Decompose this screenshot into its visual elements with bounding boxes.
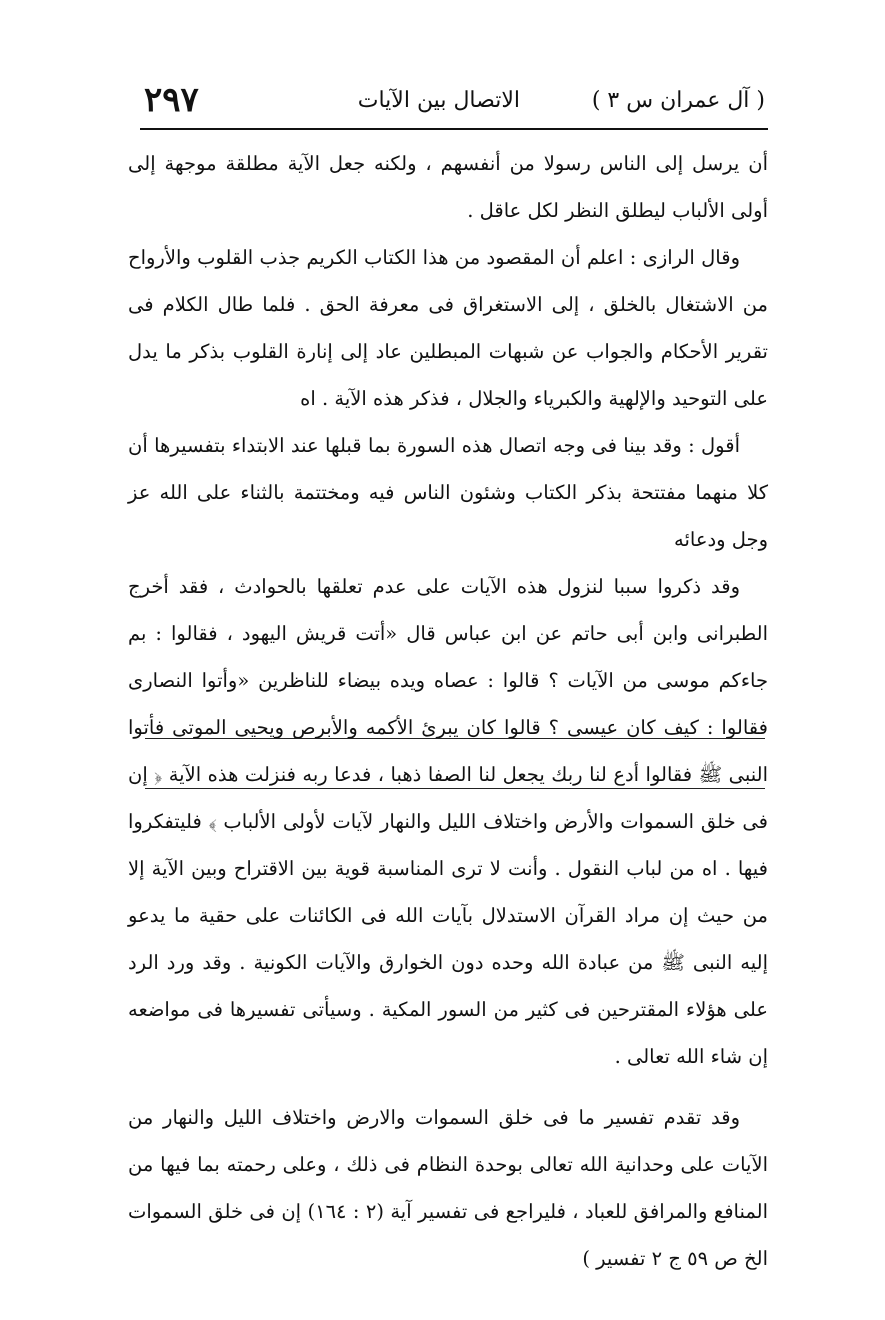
underline-rule (145, 738, 765, 739)
underline-rule (145, 788, 765, 789)
running-header (140, 82, 765, 126)
paragraph-razi: وقال الرازى : اعلم أن المقصود من هذا الكتاب الكريم جذب القلوب والأرواح من الاشتغال بالخلق ، إلى الاستغراق فى معرفة الحق . فلما طال الكلام فى تقرير الأحكام والجواب عن شبهات المبطلين عاد إلى إنارة القلوب بذكر ما يدل على التوحيد والإلهية والكبرياء والجلال ، فذكر هذه الآية . اه (128, 246, 768, 410)
paragraph-aqul: أقول : وقد بينا فى وجه اتصال هذه السورة بما قبلها عند الابتداء بتفسيرها أن كلا منهما مفتتحة بذكر الكتاب وشئون الناس فيه ومختتمة بالثناء على الله عز وجل ودعائه (128, 434, 768, 551)
paragraph-continuation: أن يرسل إلى الناس رسولا من أنفسهم ، ولكنه جعل الآية مطلقة موجهة إلى أولى الألباب ليطلق النظر لكل عاقل . (128, 152, 768, 222)
paragraph-asbab-nuzul: وقد ذكروا سببا لنزول هذه الآيات على عدم تعلقها بالحوادث ، فقد أخرج الطبرانى وابن أبى حاتم عن ابن عباس قال «أتت قريش اليهود ، فقالوا : بم جاءكم موسى من الآيات ؟ قالوا : عصاه ويده بيضاء للناظرين «وأتوا النصارى فقالوا : كيف كان عيسى ؟ قالوا كان يبرئ الأكمه والأبرص ويحيى الموتى فأتوا النبى ﷺ فقالوا أدع لنا ربك يجعل لنا الصفا ذهبا ، فدعا ربه فنزلت هذه الآية ﴿ إن فى خلق السموات والأرض واختلاف الليل والنهار لآيات لأولى الألباب ﴾ فليتفكروا فيها . اه من لباب النقول . وأنت لا ترى المناسبة قوية بين الاقتراح وبين الآية إلا من حيث إن مراد القرآن الاستدلال بآيات الله فى الكائنات على حقية ما يدعو إليه النبى ﷺ من عبادة الله وحده دون الخوارق والآيات الكونية . وقد ورد الرد على هؤلاء المقترحين فى كثير من السور المكية . وسيأتى تفسيرها فى مواضعه إن شاء الله تعالى . (128, 575, 768, 1068)
page-body (128, 140, 768, 1282)
page-number: ٢٩٧ (144, 80, 199, 120)
header-rule (140, 128, 768, 130)
section-topic: الاتصال بين الآيات (357, 88, 520, 113)
paragraph-tafsir-reference: وقد تقدم تفسير ما فى خلق السموات والارض واختلاف الليل والنهار من الآيات على وحدانية الله تعالى بوحدة النظام فى ذلك ، وعلى رحمته بما فيها من المنافع والمرافق للعباد ، فليراجع فى تفسير آية (٢ : ١٦٤) إن فى خلق السموات الخ ص ٥٩ ج ٢ تفسير ) (128, 1106, 769, 1270)
sura-reference: ( آل عمران س ٣ ) (591, 88, 765, 113)
